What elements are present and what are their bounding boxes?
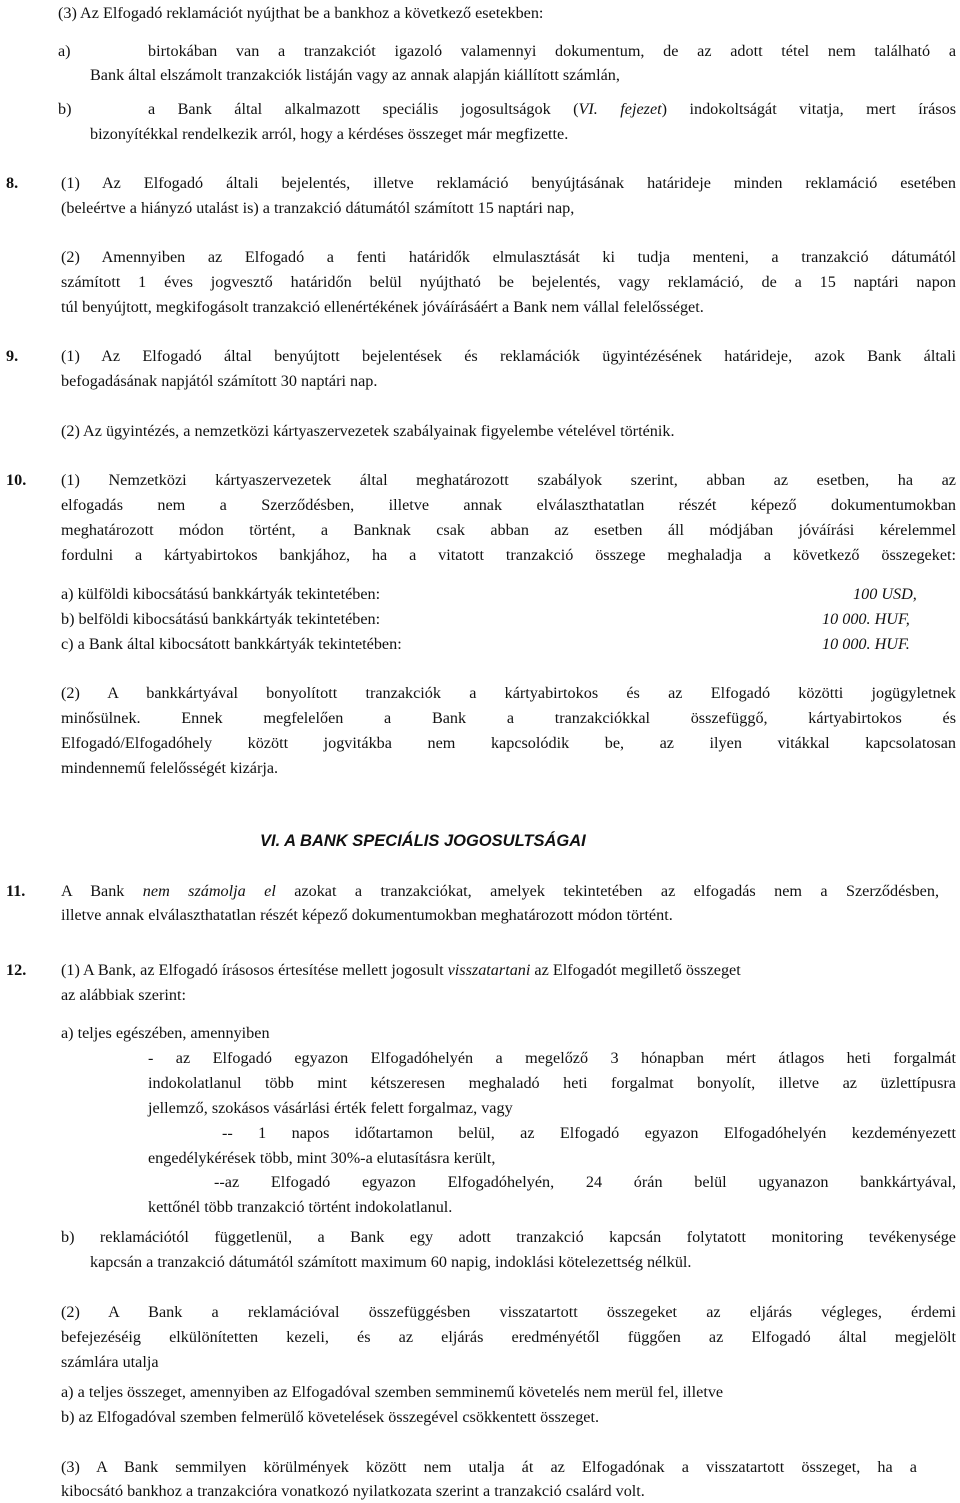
s12-a1-line3: jellemző, szokásos vásárlási érték felett forgalmaz, vagy — [148, 1099, 513, 1117]
list-item-a-line2: Bank által elszámolt tranzakciók listáján vagy az annak alapján kiállított számlán, — [90, 66, 620, 84]
section-number-11: 11. — [6, 882, 26, 900]
s12-b-line2: kapcsán a tranzakció dátumától számított maximum 60 napig, indoklási kötelezettség nélkül. — [90, 1253, 692, 1271]
threshold-label-a: a) külföldi kibocsátású bankkártyák tekintetében: — [61, 585, 381, 603]
s9-p1-line2: befogadásának napjától számított 30 naptári nap. — [61, 372, 378, 390]
s10-p1-line3: meghatározott módon történt, a Banknak csak abban az esetben áll módjában jóváírási kérelemmel — [61, 521, 956, 539]
s12-a2-line2: engedélykérések több, mint 30%-a elutasításra került, — [148, 1149, 496, 1167]
s12-p2-line1: (2) A Bank a reklamációval összefüggésben visszatartott összegeket az eljárás végleges, érdemi — [61, 1303, 956, 1321]
s9-p1-line1: (1) Az Elfogadó által benyújtott bejelentések és reklamációk ügyintézésének határideje, azok Bank általi — [61, 347, 956, 365]
s10-p2-line1: (2) A bankkártyával bonyolított tranzakciók a kártyabirtokos és az Elfogadó közötti jogügyletnek — [61, 684, 956, 702]
s8-p1-line2: (beleértve a hiányzó utalást is) a tranzakció dátumától számított 15 naptári nap, — [61, 199, 575, 217]
s11-line2: illetve annak elválaszthatatlan részét képező dokumentumokban meghatározott módon történt. — [61, 906, 673, 924]
threshold-amount-a: 100 USD, — [853, 585, 917, 603]
s12-a-heading: a) teljes egészében, amennyiben — [61, 1024, 270, 1042]
section-number-12: 12. — [6, 961, 27, 979]
text-run: ) indokoltságát vitatja, mert írásos — [661, 100, 956, 118]
s10-p1-line1: (1) Nemzetközi kártyaszervezetek által meghatározott szabályok szerint, abban az esetben, ha az — [61, 471, 956, 489]
s10-p2-line3: Elfogadó/Elfogadóhely között jogvitákba nem kapcsolódik be, az ilyen vitákkal kapcsolatosan — [61, 734, 956, 752]
list-label-b: b) — [58, 100, 72, 118]
list-item-b-line2: bizonyítékkal rendelkezik arról, hogy a kérdéses összeget már megfizette. — [90, 125, 569, 143]
s12-b-line1: b) reklamációtól függetlenül, a Bank egy adott tranzakció kapcsán folytatott monitoring tevékenysége — [61, 1228, 956, 1246]
list-label-a: a) — [58, 42, 71, 60]
s8-p2-line2: számított 1 éves jogvesztő határidőn belül nyújtható be bejelentés, vagy reklamáció, de a 15 naptári napon — [61, 273, 956, 291]
s10-p2-line4: mindennemű felelősségét kizárja. — [61, 759, 279, 777]
s10-p1-line2: elfogadás nem a Szerződésben, illetve annak elválaszthatatlan részét képező dokumentumokban — [61, 496, 956, 514]
list-item-b-line1 — [148, 97, 956, 121]
paragraph-3-intro: (3) Az Elfogadó reklamációt nyújthat be a bankhoz a következő esetekben: — [58, 4, 544, 22]
s12-a1-line1: - az Elfogadó egyazon Elfogadóhelyén a megelőző 3 hónapban mért átlagos heti forgalmát — [148, 1049, 956, 1067]
s12-p2-item-b: b) az Elfogadóval szemben felmerülő követelések összegével csökkentett összeget. — [61, 1408, 600, 1426]
text-run: azokat a tranzakciókat, amelyek tekintetében az elfogadás nem a Szerződésben, — [275, 882, 940, 900]
s12-a3-line1: --az Elfogadó egyazon Elfogadóhelyén, 24 órán belül ugyanazon bankkártyával, — [214, 1173, 956, 1191]
section-number-10: 10. — [6, 471, 27, 489]
s8-p2-line3: túl benyújtott, megkifogásolt tranzakció ellenértékének jóváírásáért a Bank nem vállal felelősséget. — [61, 298, 704, 316]
s12-p3-line1: (3) A Bank semmilyen körülmények között nem utalja át az Elfogadónak a visszatartott összeget, ha a — [61, 1458, 917, 1476]
s10-p1-line4: fordulni a kártyabirtokos bankjához, ha a vitatott tranzakció összege meghaladja a következő összegeket: — [61, 546, 956, 564]
s8-p2-line1: (2) Amennyiben az Elfogadó a fenti határidők elmulasztását ki tudja menteni, a tranzakció dátumától — [61, 248, 956, 266]
s12-p1-line1 — [61, 958, 741, 982]
chapter-title: VI. A BANK SPECIÁLIS JOGOSULTSÁGAI — [260, 832, 586, 850]
emphasis: nem számolja el — [142, 882, 276, 900]
s11-line1 — [61, 879, 939, 903]
s9-p2: (2) Az ügyintézés, a nemzetközi kártyaszervezetek szabályainak figyelembe vételével történik. — [61, 422, 675, 440]
s10-p2-line2: minősülnek. Ennek megfelelően a Bank a tranzakciókkal összefüggő, kártyabirtokos és — [61, 709, 956, 727]
threshold-amount-c: 10 000. HUF. — [822, 635, 910, 653]
s12-p2-item-a: a) a teljes összeget, amennyiben az Elfogadóval szemben semminemű követelés nem merül fel, illetve — [61, 1383, 724, 1401]
chapter-reference: VI. fejezet — [578, 100, 662, 118]
threshold-amount-b: 10 000. HUF, — [822, 610, 910, 628]
list-item-a-line1: birtokában van a tranzakciót igazoló valamennyi dokumentum, de az adott tétel nem található a — [148, 42, 956, 60]
text-run: A Bank — [61, 882, 143, 900]
emphasis: visszatartani — [447, 961, 531, 979]
s12-p2-line3: számlára utalja — [61, 1353, 159, 1371]
text-run: az Elfogadót megillető összeget — [530, 961, 741, 979]
s8-p1-line1: (1) Az Elfogadó általi bejelentés, illetve reklamáció benyújtásának határideje minden reklamáció esetében — [61, 174, 956, 192]
s12-a3-line2: kettőnél több tranzakció történt indokolatlanul. — [148, 1198, 453, 1216]
text-run: (1) A Bank, az Elfogadó írásosos értesítése mellett jogosult — [61, 961, 448, 979]
s12-p3-line2: kibocsátó bankhoz a tranzakcióra vonatkozó nyilatkozata szerint a tranzakció csalárd volt. — [61, 1482, 645, 1500]
section-number-9: 9. — [6, 347, 19, 365]
text-run: a Bank által alkalmazott speciális jogosultságok ( — [148, 100, 579, 118]
s12-a1-line2: indokolatlanul több mint kétszeresen meghaladó heti forgalmat bonyolít, illetve az üzlettípusra — [148, 1074, 956, 1092]
section-number-8: 8. — [6, 174, 19, 192]
threshold-label-c: c) a Bank által kibocsátott bankkártyák tekintetében: — [61, 635, 402, 653]
s12-a2-line1: -- 1 napos időtartamon belül, az Elfogadó egyazon Elfogadóhelyén kezdeményezett — [222, 1124, 956, 1142]
s12-p2-line2: befejezéséig elkülönítetten kezeli, és az eljárás eredményétől függően az Elfogadó által megjelölt — [61, 1328, 956, 1346]
s12-p1-line2: az alábbiak szerint: — [61, 986, 186, 1004]
threshold-label-b: b) belföldi kibocsátású bankkártyák tekintetében: — [61, 610, 381, 628]
